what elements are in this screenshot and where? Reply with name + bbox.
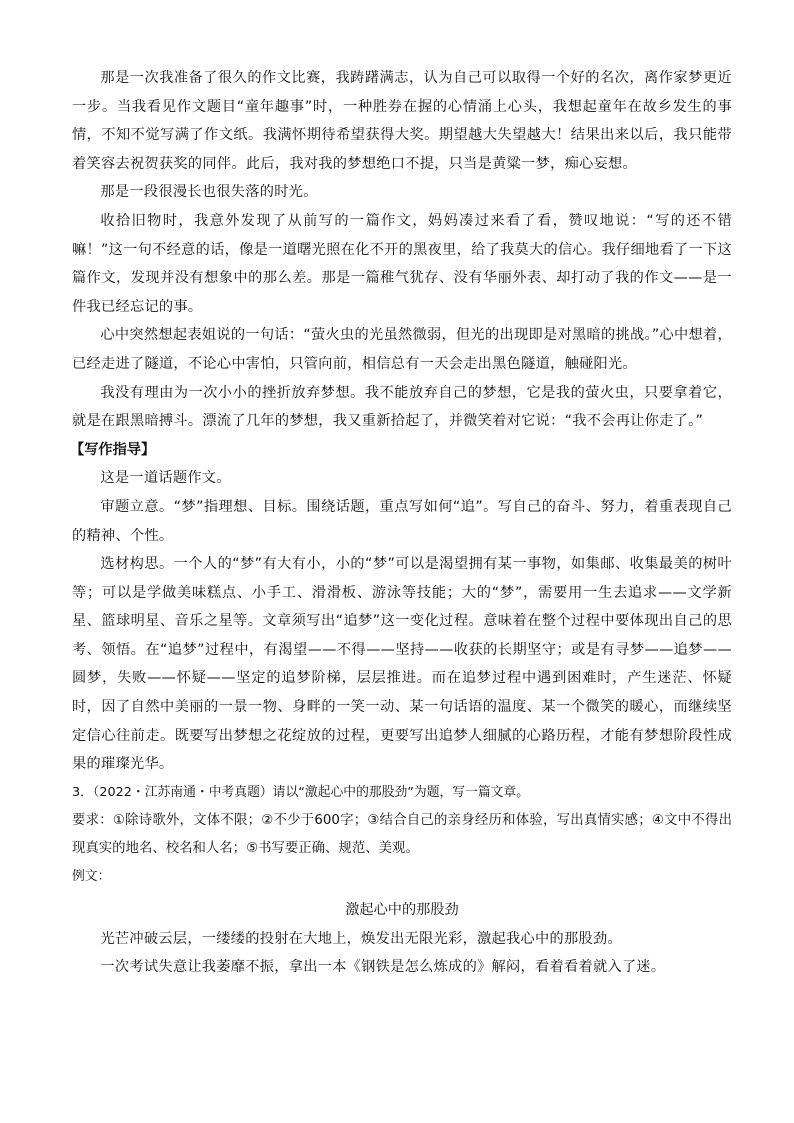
example-label: 例文： <box>72 868 111 884</box>
guide-paragraph: 这是一道话题作文。 <box>100 470 231 487</box>
guide-paragraph: 审题立意。“梦”指理想、目标。围绕话题，重点写如何“追”。写自己的奋斗、努力，着重表现自己的精神、个性。 <box>72 498 732 544</box>
example-essay-title: 激起心中的那股劲 <box>345 901 459 918</box>
example-paragraph: 一次考试失意让我萎靡不振，拿出一本《钢铁是怎么炼成的》解闷，看着看着就入了迷。 <box>100 959 666 976</box>
example-paragraph: 光芒冲破云层，一缕缕的投射在大地上，焕发出无限光彩，激起我心中的那股劲。 <box>100 930 622 947</box>
question-requirements: 要求：①除诗歌外，文体不限；②不少于600字；③结合自己的亲身经历和体验，写出真情实感；④文中不得出现真实的地名、校名和人名；⑤书写要正确、规范、美观。 <box>72 812 732 856</box>
essay1-paragraph: 那是一次我准备了很久的作文比赛，我踌躇满志，认为自己可以取得一个好的名次，离作家梦更近一步。当我看见作文题目“童年趣事”时，一种胜券在握的心情涌上心头，我想起童年在故乡发生的事情，不知不觉写满了作文纸。我满怀期待希望获得大奖。期望越大失望越大！结果出来以后，我只能带着笑容去祝贺获奖的同伴。此后，我对我的梦想绝口不提，只当是黄粱一梦，痴心妄想。 <box>72 70 732 172</box>
question-prompt: 3．（2022・江苏南通・中考真题）请以“激起心中的那股劲”为题，写一篇文章。 <box>72 784 530 800</box>
essay1-paragraph: 我没有理由为一次小小的挫折放弃梦想。我不能放弃自己的梦想，它是我的萤火虫，只要拿着它，就是在跟黑暗搏斗。漂流了几年的梦想，我又重新拾起了，并微笑着对它说：“我不会再让你走了。” <box>72 384 732 430</box>
essay1-paragraph: 收拾旧物时，我意外发现了从前写的一篇作文，妈妈凑过来看了看，赞叹地说：“写的还不错嘛！”这一句不经意的话，像是一道曙光照在化不开的黑夜里，给了我莫大的信心。我仔细地看了一下这篇作文，发现并没有想象中的那么差。那是一篇稚气犹存、没有华丽外表、却打动了我的作文——是一件我已经忘记的事。 <box>72 212 732 315</box>
guide-paragraph: 选材构思。一个人的“梦”有大有小，小的“梦”可以是渴望拥有某一事物，如集邮、收集最美的树叶等；可以是学做美味糕点、小手工、滑滑板、游泳等技能；大的“梦”，需要用一生去追求——文学新星、篮球明星、音乐之星等。文章须写出“追梦”这一变化过程。意味着在整个过程中要体现出自己的思考、领悟。在“追梦”过程中，有渴望——不得——坚持——收获的长期坚守；或是有寻梦——追梦——圆梦，失败——怀疑——坚定的追梦阶梯，层层推进。而在追梦过程中遇到困难时，产生迷茫、怀疑时，因了自然中美丽的一景一物、身畔的一笑一动、某一句话语的温度、某一个微笑的暖心，而继续坚定信心往前走。既要写出梦想之花绽放的过程，更要写出追梦人细腻的心路历程，才能有梦想阶段性成果的璀璨光华。 <box>72 556 732 773</box>
essay1-paragraph: 心中突然想起表姐说的一句话：“萤火虫的光虽然微弱，但光的出现即是对黑暗的挑战。”心中想着，已经走进了隧道，不论心中害怕，只管向前，相信总有一天会走出黑色隧道，触碰阳光。 <box>72 327 732 372</box>
essay1-paragraph: 那是一段很漫长也很失落的时光。 <box>100 184 318 201</box>
writing-guide-heading: 【写作指导】 <box>70 441 156 458</box>
page-content <box>72 64 732 982</box>
